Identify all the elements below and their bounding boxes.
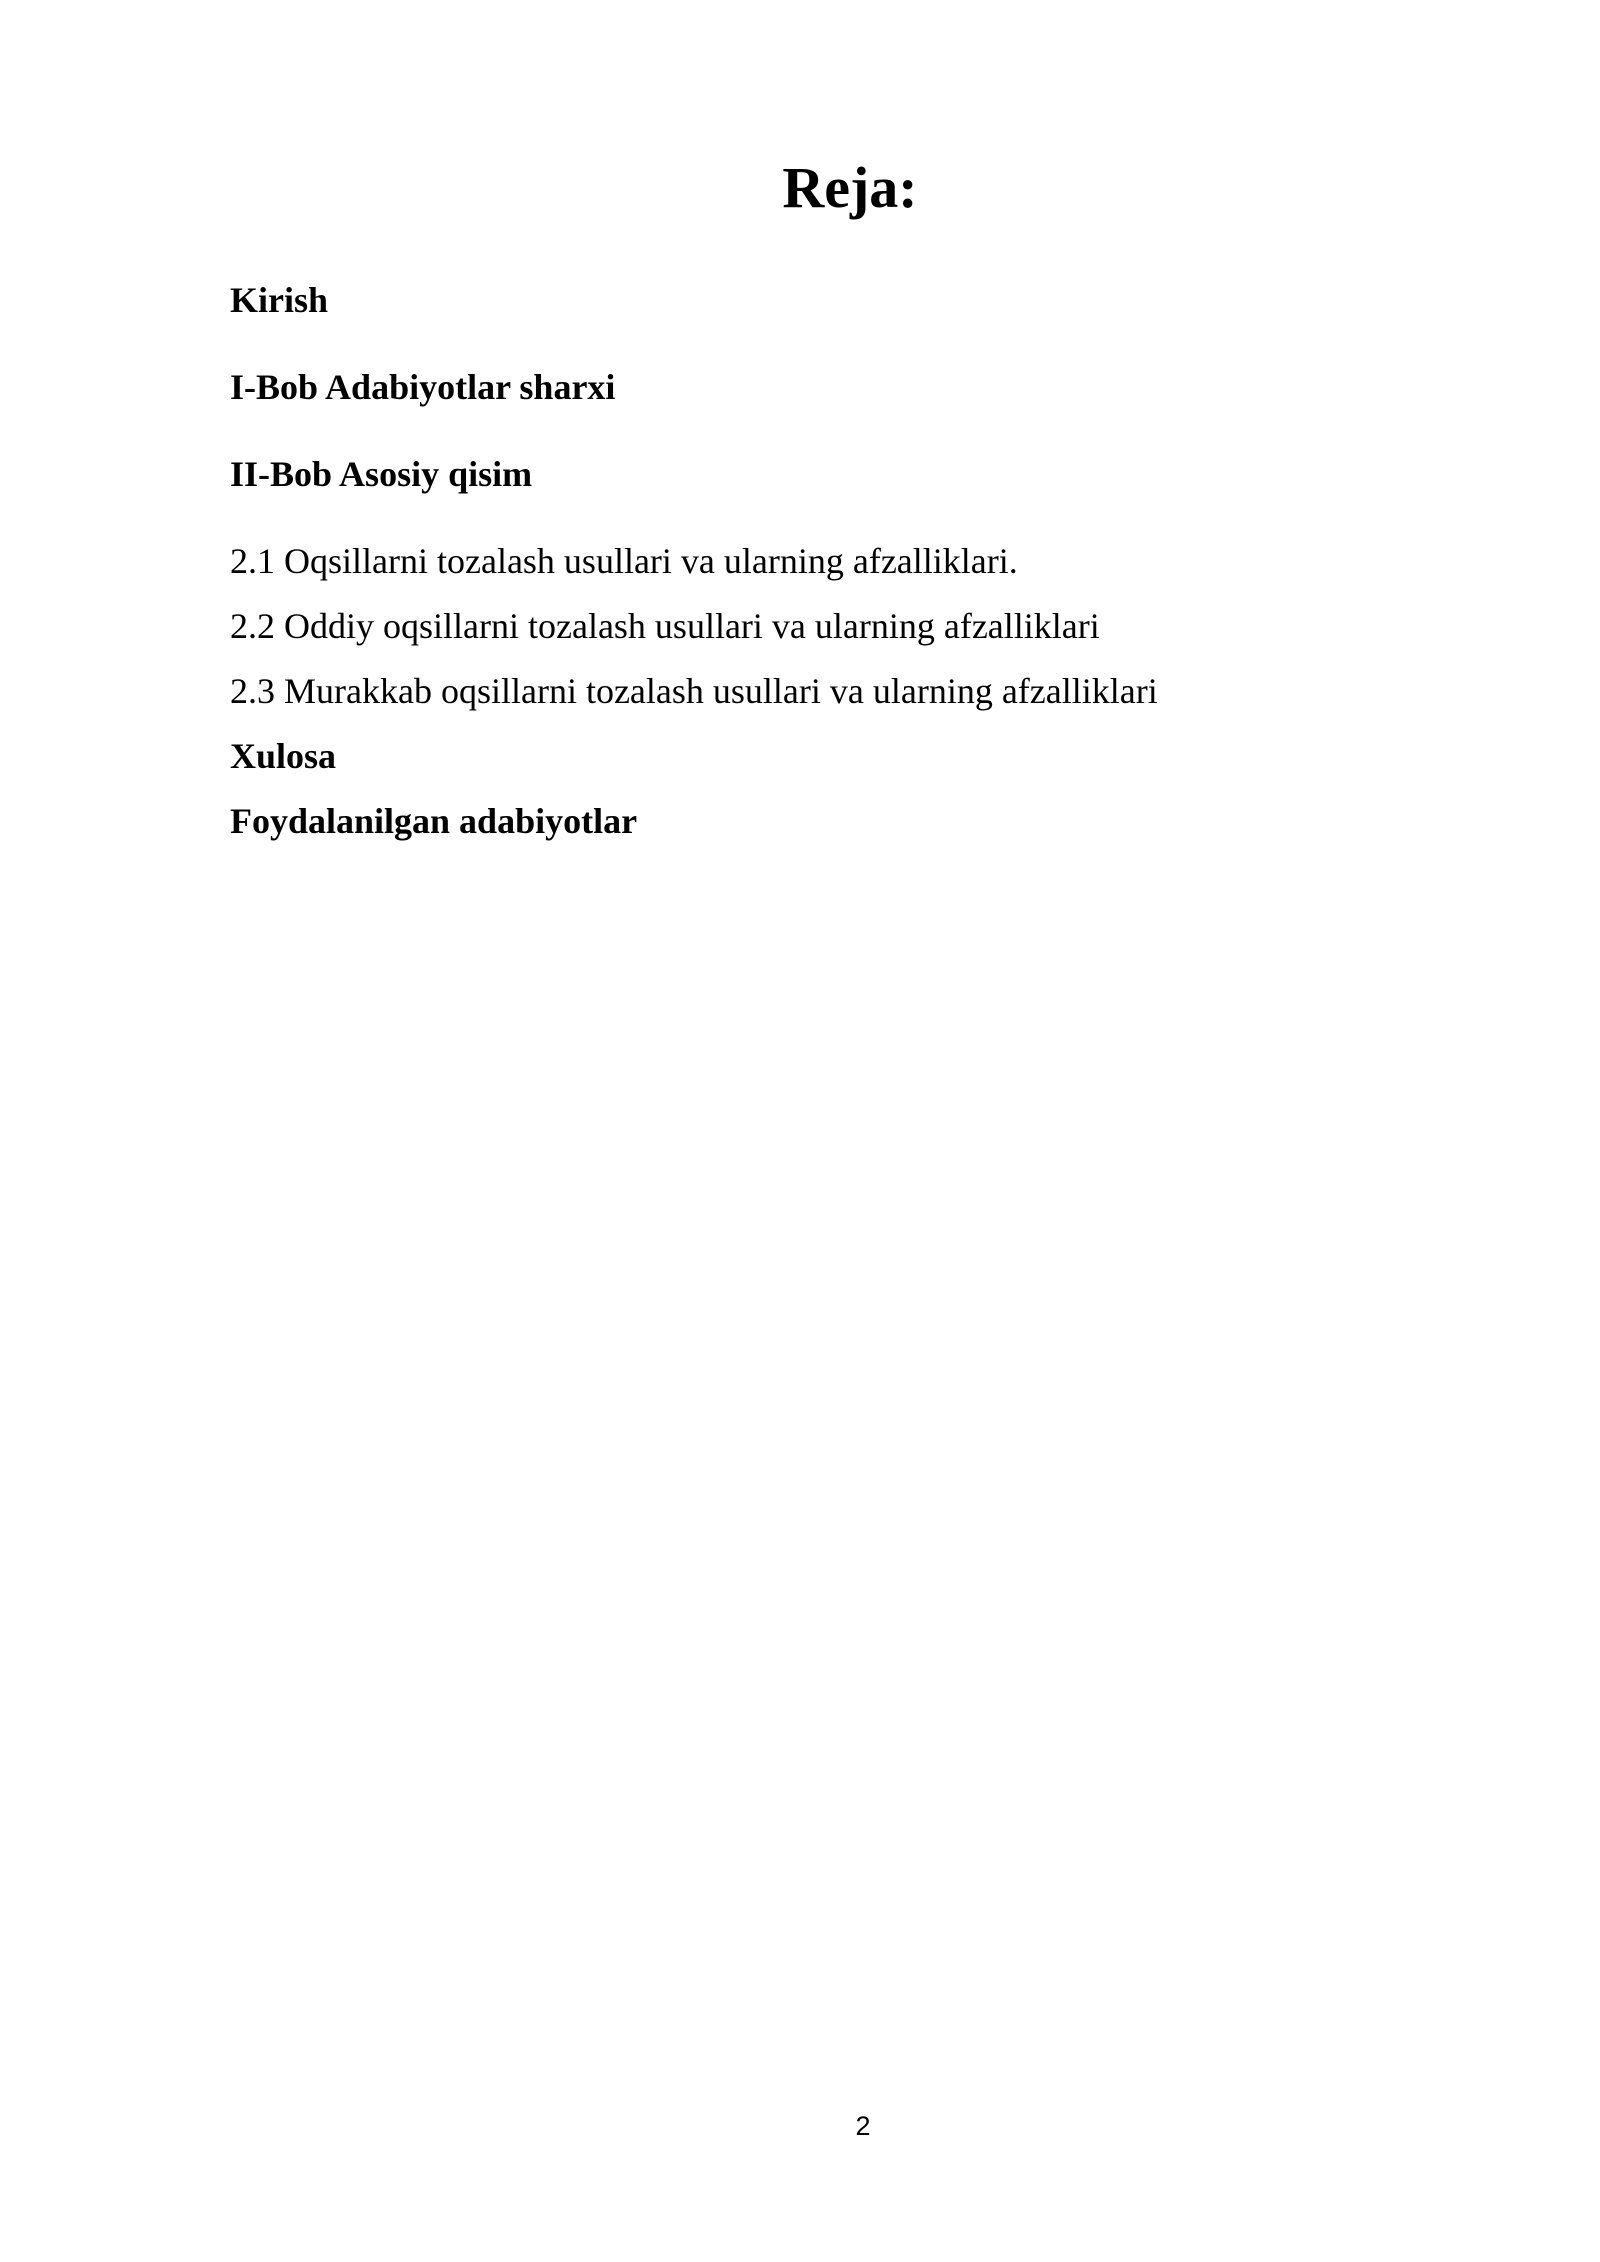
toc-item-chapter-2: II-Bob Asosiy qisim: [230, 454, 533, 494]
toc-item-references: Foydalanilgan adabiyotlar: [230, 801, 638, 841]
toc-item-section-2-1: 2.1 Oqsillarni tozalash usullari va ularning afzalliklari.: [230, 541, 1018, 581]
page-title: Reja:: [782, 155, 918, 220]
page-number: 2: [855, 2111, 871, 2141]
toc-item-chapter-1: I-Bob Adabiyotlar sharxi: [230, 367, 616, 407]
toc-item-section-2-3: 2.3 Murakkab oqsillarni tozalash usullari va ularning afzalliklari: [230, 671, 1158, 711]
toc-item-section-2-2: 2.2 Oddiy oqsillarni tozalash usullari va ularning afzalliklari: [230, 606, 1100, 646]
toc-item-kirish: Kirish: [230, 280, 329, 320]
toc-item-xulosa: Xulosa: [230, 736, 337, 776]
